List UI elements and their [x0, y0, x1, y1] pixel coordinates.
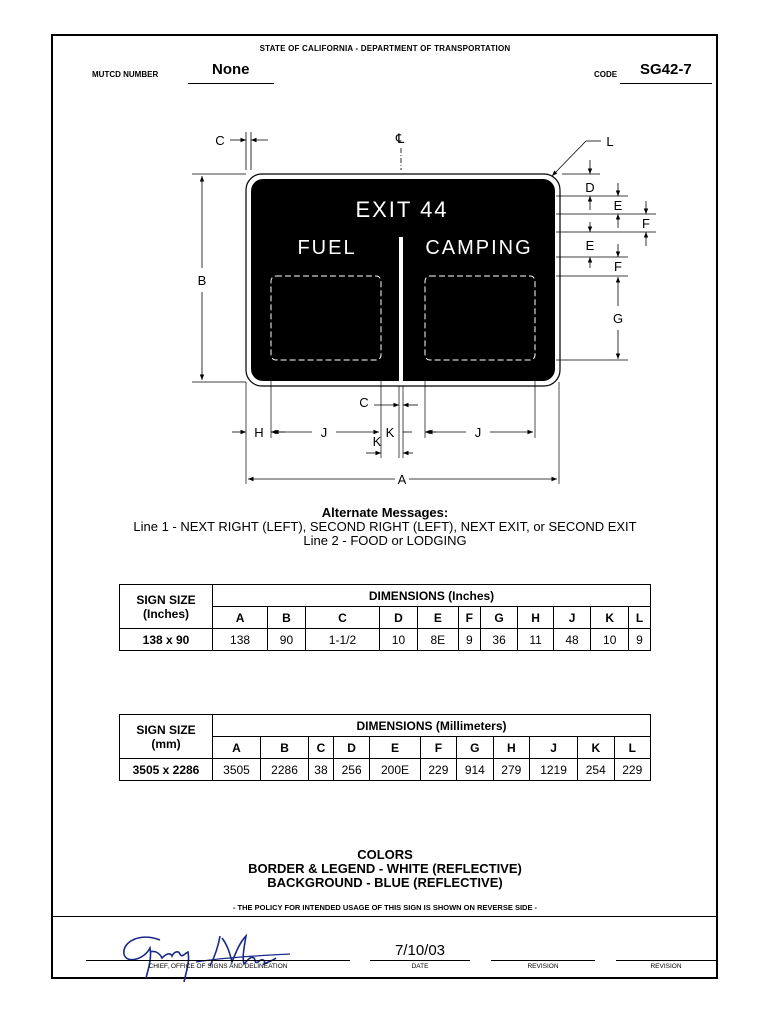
- value-cell: 9: [629, 629, 651, 651]
- alternate-messages: [0, 506, 770, 548]
- signature-name: Gerry Meis: [100, 918, 105, 919]
- col-header: L: [629, 607, 651, 629]
- value-cell: 229: [614, 759, 651, 781]
- code-value: SG42-7: [640, 61, 692, 78]
- size-header: SIGN SIZE (Inches): [120, 585, 213, 629]
- dim-k-right-label: K: [385, 425, 395, 440]
- value-cell: 9: [458, 629, 480, 651]
- sign-line1: EXIT 44: [355, 197, 449, 222]
- agency-header: STATE OF CALIFORNIA - DEPARTMENT OF TRANSPORTATION: [259, 44, 511, 53]
- value-cell: 229: [420, 759, 456, 781]
- code-label: CODE: [594, 70, 618, 79]
- size-cell: 138 x 90: [120, 629, 213, 651]
- policy-note: - THE POLICY FOR INTENDED USAGE OF THIS SIGN IS SHOWN ON REVERSE SIDE -: [232, 903, 538, 912]
- dim-b-label: B: [197, 273, 207, 288]
- value-cell: 200E: [370, 759, 420, 781]
- col-header: B: [261, 737, 309, 759]
- dimensions-header: DIMENSIONS (Inches): [213, 585, 651, 607]
- value-cell: 10: [380, 629, 418, 651]
- dim-c-bottom-label: C: [359, 395, 369, 410]
- value-cell: 3505: [213, 759, 261, 781]
- value-cell: 10: [591, 629, 629, 651]
- dim-l-label: L: [606, 134, 614, 149]
- value-cell: 254: [578, 759, 614, 781]
- colors-line2: BACKGROUND - BLUE (REFLECTIVE): [267, 875, 503, 890]
- dim-k-left-label: K: [372, 434, 382, 449]
- dimensions-table-inches: [119, 584, 651, 651]
- revision2-line: [616, 960, 716, 961]
- value-cell: 2286: [261, 759, 309, 781]
- revision1-line: [491, 960, 595, 961]
- value-cell: 1219: [530, 759, 578, 781]
- value-cell: 256: [333, 759, 369, 781]
- dim-a-label: A: [397, 472, 407, 487]
- col-header: B: [268, 607, 306, 629]
- signer-caption: CHIEF, OFFICE OF SIGNS AND DELINEATION: [148, 963, 288, 970]
- date-caption: DATE: [411, 963, 429, 970]
- mutcd-label: MUTCD NUMBER: [92, 70, 159, 79]
- alternate-title: Alternate Messages:: [321, 505, 449, 520]
- table-row: [120, 759, 651, 781]
- centerline-symbol: ℄: [395, 131, 405, 146]
- col-header: G: [457, 737, 493, 759]
- dimensions-header: DIMENSIONS (Millimeters): [213, 715, 651, 737]
- dim-g-label: G: [612, 311, 624, 326]
- colors-title: COLORS: [357, 847, 413, 862]
- col-header: A: [213, 737, 261, 759]
- dim-j-right-label: J: [474, 425, 482, 440]
- col-header: E: [417, 607, 458, 629]
- col-header: K: [578, 737, 614, 759]
- col-header: J: [530, 737, 578, 759]
- table-row: [120, 629, 651, 651]
- dim-j-left-label: J: [320, 425, 328, 440]
- dimensions-table-mm: [119, 714, 651, 781]
- value-cell: 138: [213, 629, 268, 651]
- col-header: H: [493, 737, 529, 759]
- col-header: D: [333, 737, 369, 759]
- col-header: C: [309, 737, 334, 759]
- signature-line: [86, 960, 350, 961]
- col-header: L: [614, 737, 651, 759]
- signature-image: [100, 918, 330, 990]
- sign-divider: [399, 237, 403, 383]
- col-header: C: [305, 607, 379, 629]
- colors-line1: BORDER & LEGEND - WHITE (REFLECTIVE): [248, 861, 522, 876]
- value-cell: 1-1/2: [305, 629, 379, 651]
- col-header: A: [213, 607, 268, 629]
- revision2-caption: REVISION: [650, 963, 682, 970]
- value-cell: 8E: [417, 629, 458, 651]
- sign-diagram: [0, 0, 770, 500]
- dim-h-label: H: [254, 425, 264, 440]
- col-header: K: [591, 607, 629, 629]
- col-header: F: [458, 607, 480, 629]
- value-cell: 914: [457, 759, 493, 781]
- dim-f-right-label: F: [642, 216, 650, 231]
- dim-d-label: D: [585, 180, 595, 195]
- value-cell: 48: [553, 629, 591, 651]
- alternate-line1: Line 1 - NEXT RIGHT (LEFT), SECOND RIGHT (LEFT), NEXT EXIT, or SECOND EXIT: [133, 519, 637, 534]
- footer-divider: [53, 916, 716, 917]
- sign-left-panel: FUEL: [297, 237, 357, 259]
- revision1-caption: REVISION: [527, 963, 559, 970]
- col-header: H: [518, 607, 553, 629]
- value-cell: 36: [480, 629, 518, 651]
- alternate-line2: Line 2 - FOOD or LODGING: [303, 533, 467, 548]
- date-line: [370, 960, 470, 961]
- size-cell: 3505 x 2286: [120, 759, 213, 781]
- dim-c-top-label: C: [215, 133, 225, 148]
- col-header: F: [420, 737, 456, 759]
- value-cell: 11: [518, 629, 553, 651]
- sign-right-panel: CAMPING: [425, 237, 533, 259]
- value-cell: 38: [309, 759, 334, 781]
- colors-block: [0, 848, 770, 890]
- value-cell: 90: [268, 629, 306, 651]
- date-value: 7/10/03: [394, 942, 446, 959]
- col-header: G: [480, 607, 518, 629]
- col-header: D: [380, 607, 418, 629]
- value-cell: 279: [493, 759, 529, 781]
- col-header: E: [370, 737, 420, 759]
- dim-e-upper-label: E: [613, 198, 623, 213]
- dim-e-lower-label: E: [585, 238, 595, 253]
- dim-f-lower-label: F: [614, 259, 622, 274]
- mutcd-value: None: [212, 61, 250, 78]
- size-header: SIGN SIZE (mm): [120, 715, 213, 759]
- col-header: J: [553, 607, 591, 629]
